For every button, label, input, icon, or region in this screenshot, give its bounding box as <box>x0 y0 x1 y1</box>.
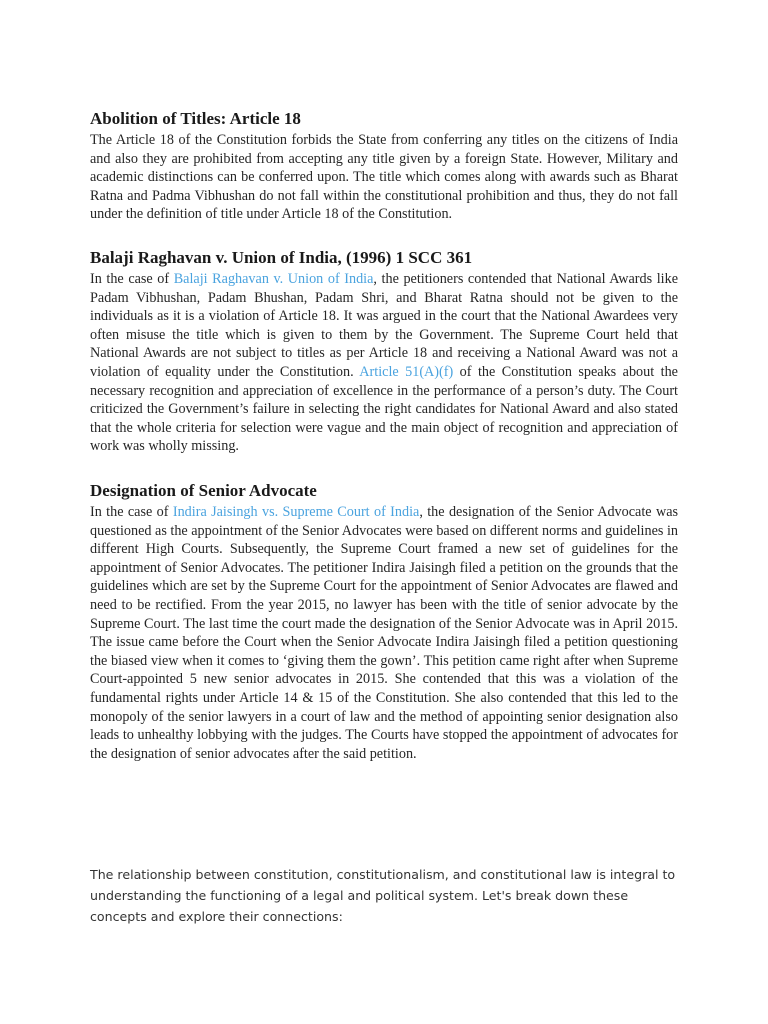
paragraph-text: , the petitioners contended that National Awards like Padam Vibhushan, Padam Bhushan, Padam Shri, and Bharat Ratna should not be given to the individuals as it is a violation of Article 18. It was argued in the court that the National Awardees very often misuse the title which is given to them by the Government. The Supreme Court held that National Awards are not subject to titles as per Article 18 and receiving a National Award was not a violation of equality under the Constitution. <box>90 271 678 380</box>
section-paragraph: The relationship between constitution, constitutionalism, and constitutional law is integral to understanding the functioning of a legal and political system. Let's break down these concepts and explore their connections: <box>90 867 676 924</box>
section-heading: Designation of Senior Advocate <box>90 481 317 500</box>
paragraph-text: , the designation of the Senior Advocate was questioned as the appointment of the Senior Advocates were based on different norms and guidelines in different High Courts. Subsequently, the Supreme Court framed a new set of guidelines for the appointment of Senior Advocates. The petitioner Indira Jaisingh filed a petition on the grounds that the guidelines which are set by the Supreme Court for the appointment of Senior Advocates are flawed and need to be rectified. From the year 2015, no lawyer has been with the title of senior advocate by the Supreme Court. The last time the court made the designation of the Senior Advocate was in April 2015. The issue came before the Court when the Senior Advocate Indira Jaisingh filed a petition questioning the biased view when it comes to ‘giving them the gown’. This petition came right after when Supreme Court-appointed 5 new senior advocates in 2015. She contended that this was a violation of the fundamental rights under Article 14 & 15 of the Constitution. She also contended that this led to the monopoly of the senior lawyers in a court of law and the method of appointing senior designation also leads to unhealthy lobbying with the judges. The Courts have stopped the appointment of advocates for the designation of senior advocates after the said petition. <box>90 504 679 762</box>
section-paragraph: The Article 18 of the Constitution forbids the State from conferring any titles on the citizens of India and also they are prohibited from accepting any title given by a foreign State. However, Military and academic distinctions can be conferred upon. The title which comes along with awards such as Bharat Ratna and Padma Vibhushan do not fall within the constitutional prohibition and thus, they do not fall under the definition of title under Article 18 of the Constitution. <box>90 132 678 223</box>
section-balaji-raghavan <box>90 247 678 456</box>
section-constitution-relationship <box>90 864 678 927</box>
section-senior-advocate <box>90 480 678 763</box>
section-paragraph <box>90 270 678 456</box>
section-abolition-of-titles <box>90 108 678 224</box>
case-link[interactable]: Balaji Raghavan v. Union of India <box>173 271 374 287</box>
section-heading: Balaji Raghavan v. Union of India, (1996) 1 SCC 361 <box>90 248 473 267</box>
paragraph-text: In the case of <box>90 504 173 520</box>
paragraph-text: In the case of <box>90 271 174 287</box>
case-link[interactable]: Indira Jaisingh vs. Supreme Court of India <box>172 504 420 520</box>
section-heading: Abolition of Titles: Article 18 <box>90 109 301 128</box>
paragraph-text: of the Constitution speaks about the necessary recognition and appreciation of excellence in the performance of a person’s duty. The Court criticized the Government’s failure in selecting the right candidates for National Award and also stated that the whole criteria for selection were vague and the main object of recognition and appreciation of work was wholly missing. <box>90 363 678 455</box>
article-link[interactable]: Article 51(A)(f) <box>359 363 454 380</box>
section-paragraph <box>90 503 678 763</box>
